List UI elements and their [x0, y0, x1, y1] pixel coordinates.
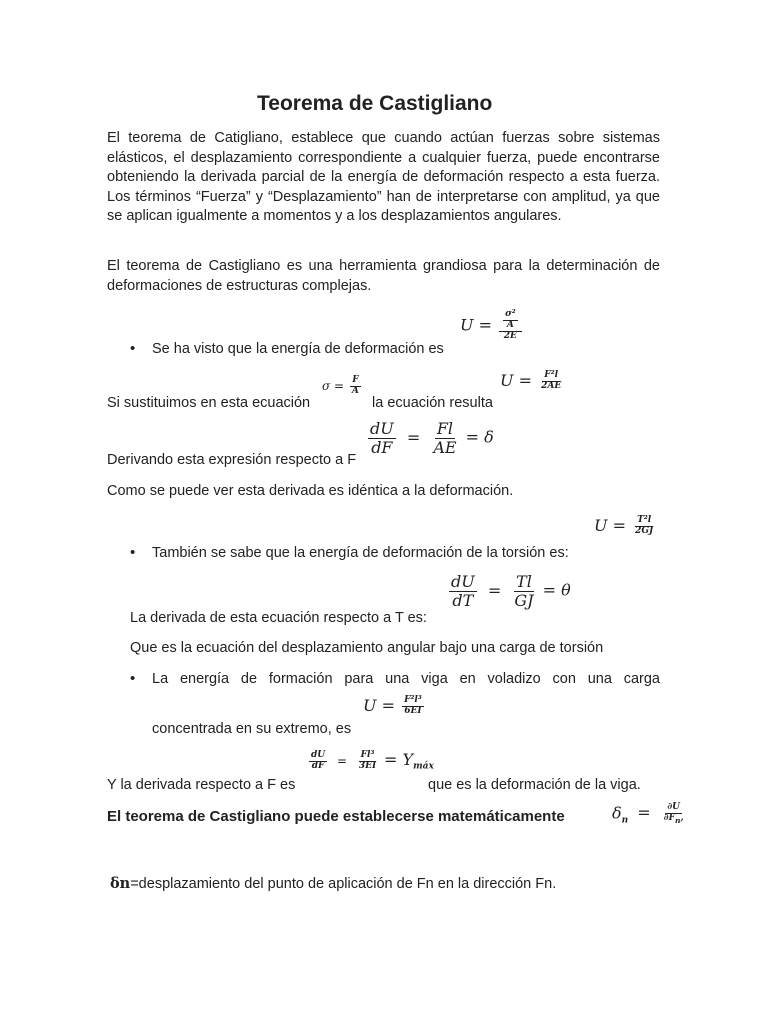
equals-sign: = — [487, 580, 502, 600]
delta-definition-text: =desplazamiento del punto de aplicación de Fn en la dirección Fn. — [130, 876, 557, 892]
bullet2-text: También se sabe que la energía de deformación de la torsión es: — [152, 545, 569, 561]
fraction-numerator: F²l — [544, 370, 559, 381]
equals-sign: = — [336, 754, 348, 768]
bullet-dot: • — [130, 340, 136, 357]
strain-energy-equation — [460, 310, 524, 342]
fraction-denominator: 2AE — [541, 381, 562, 391]
fraction-numerator: Fl³ — [360, 750, 375, 761]
torsion-derivative-equation — [447, 573, 571, 609]
bullet-dot: • — [130, 544, 136, 561]
equals-theta: = θ — [542, 580, 571, 600]
fraction-numerator: dU — [311, 750, 326, 761]
eq-lhs: U = — [500, 371, 532, 390]
fraction-numerator: ∂U — [667, 802, 680, 812]
tool-paragraph: El teorema de Castigliano es una herramienta grandiosa para la determinación de deformaciones de estructuras complejas. — [107, 258, 660, 294]
equals-y: = Y — [384, 750, 414, 769]
fraction-numerator: F²l³ — [404, 695, 422, 706]
castigliano-equation — [612, 803, 688, 826]
denominator-sub: n — [674, 815, 681, 825]
subscript-n: n — [621, 815, 629, 826]
derivative-equation — [366, 420, 494, 456]
fraction-numerator: F — [352, 375, 359, 385]
denominator-base: ∂F — [663, 812, 675, 823]
fraction-denominator: dT — [452, 590, 474, 610]
inner-numerator: σ² — [505, 309, 516, 319]
delta-definition — [110, 875, 556, 892]
eq-lhs: U = — [594, 516, 626, 535]
fraction-numerator: dU — [370, 419, 394, 438]
fraction-denominator: dF — [371, 437, 393, 457]
angular-line: Que es la ecuación del desplazamiento angular bajo una carga de torsión — [130, 640, 604, 656]
result-equation — [500, 371, 565, 392]
partial-fraction — [662, 803, 686, 825]
torsion-energy-equation — [594, 516, 657, 537]
substitution-middle: la ecuación resulta — [372, 395, 493, 411]
fraction-denominator — [662, 814, 686, 825]
fraction-denominator: 3EI — [358, 761, 377, 771]
delta-symbol: δ — [612, 803, 622, 823]
comma: , — [680, 812, 684, 823]
fraction — [539, 371, 563, 392]
math-statement-text: El teorema de Castigliano puede establecerse matemáticamente — [107, 808, 565, 825]
derivative-text: Derivando esta expresión respecto a F — [107, 452, 357, 468]
beam-energy-equation — [363, 696, 426, 717]
fraction — [499, 310, 522, 342]
fraction-denominator: 6EI — [404, 706, 422, 716]
bullet3-line1: La energía de formación para una viga en voladizo con una carga — [152, 671, 660, 687]
identical-line: Como se puede ver esta derivada es idéntica a la deformación. — [107, 483, 514, 499]
fraction-denominator: 2GJ — [635, 526, 654, 536]
fraction-denominator: A — [351, 385, 359, 396]
sigma-equation — [322, 376, 363, 397]
beam-derivative-equation — [307, 750, 434, 772]
fraction — [402, 696, 424, 717]
fraction-numerator — [499, 310, 522, 332]
eq-lhs: U = — [460, 315, 492, 335]
equals-sign: = — [637, 803, 651, 823]
derivative-fraction — [309, 751, 327, 772]
eq-lhs: U = — [363, 696, 395, 715]
fraction-denominator: dF — [311, 761, 325, 771]
inner-fraction — [503, 310, 518, 331]
fraction-denominator: GJ — [514, 590, 534, 610]
equals-sign: = — [406, 427, 421, 447]
derivative-fraction — [368, 420, 396, 456]
bullet3-line2: concentrada en su extremo, es — [152, 721, 352, 737]
derivative-fraction — [449, 573, 477, 609]
fraction — [512, 573, 535, 609]
fraction-denominator: 2E — [503, 330, 517, 341]
substitution-prefix: Si sustituimos en esta ecuación — [107, 395, 311, 411]
fraction — [350, 376, 361, 397]
fraction — [431, 420, 458, 456]
eq-lhs: σ = — [322, 378, 345, 393]
fraction-numerator: Tl — [516, 572, 532, 591]
torsion-derivative-text: La derivada de esta ecuación respecto a T es: — [130, 610, 427, 626]
fraction-numerator: dU — [451, 572, 475, 591]
bullet-dot: • — [130, 670, 136, 687]
page-title: Teorema de Castigliano — [257, 92, 493, 115]
bullet1-text: Se ha visto que la energía de deformación es — [152, 341, 444, 357]
beam-derivative-prefix: Y la derivada respecto a F es — [107, 777, 296, 793]
subscript-max: máx — [413, 761, 434, 772]
fraction-denominator: AE — [433, 437, 457, 457]
equals-delta: = δ — [465, 427, 494, 447]
fraction — [633, 516, 655, 537]
fraction — [357, 751, 378, 772]
intro-paragraph: El teorema de Catigliano, establece que cuando actúan fuerzas sobre sistemas elásticos, el desplazamiento correspondiente a cualquier fuerza, puede encontrarse obteniendo la derivada parcial de la energía de deformación respecto a esta fuerza. Los términos “Fuerza” y “Desplazamiento” han de interpretarse con amplitud, ya que se aplican igualmente a momentos y a los desplazamientos angulares. — [107, 130, 660, 225]
beam-derivative-suffix: que es la deformación de la viga. — [428, 777, 641, 793]
fraction-numerator: Fl — [436, 419, 454, 438]
fraction-numerator: T²l — [637, 515, 652, 526]
delta-n-symbol: δn — [110, 875, 131, 892]
inner-denominator: A — [506, 319, 514, 330]
